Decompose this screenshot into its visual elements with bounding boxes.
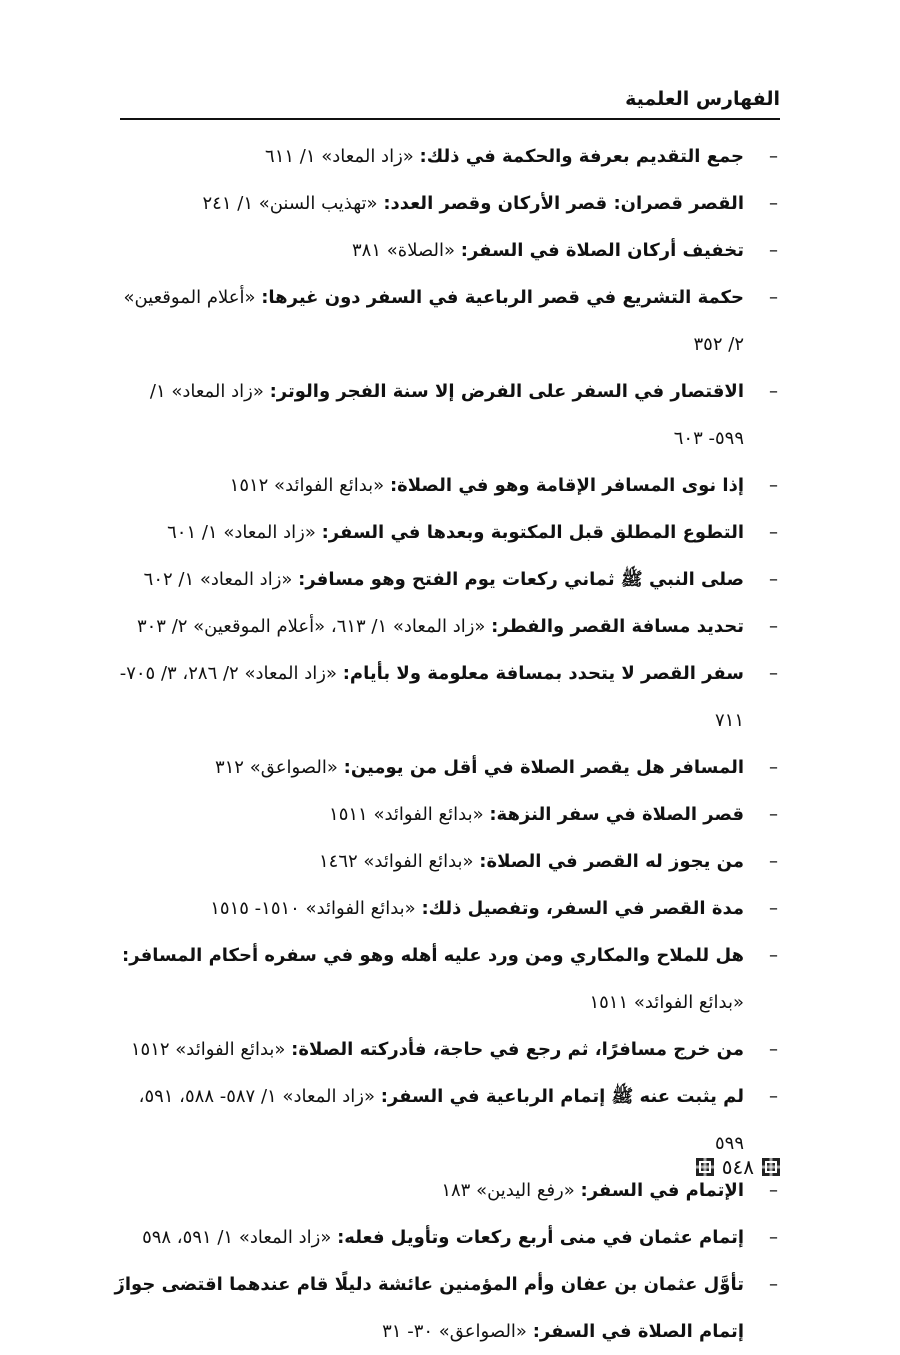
entry-topic: تأوَّل عثمان بن عفان وأم المؤمنين عائشة دليلًا قام عندهما اقتضى جوازَ إتمام الصلاة في السفر: <box>114 1274 744 1342</box>
entry-topic: الاقتصار في السفر على الفرض إلا سنة الفجر والوتر: <box>269 381 744 402</box>
entry-reference: «الصلاة» ٣٨١ <box>352 240 456 261</box>
entry-topic: هل للملاح والمكاري ومن ورد عليه أهله وهو في سفره أحكام المسافر: <box>122 945 744 966</box>
entry-reference: «زاد المعاد» ١/ ٦٠٢ <box>143 569 293 590</box>
index-entry <box>112 180 782 227</box>
index-entry <box>112 603 782 650</box>
entry-reference: «بدائع الفوائد» ١٥١٠- ١٥١٥ <box>210 898 416 919</box>
entry-topic: إذا نوى المسافر الإقامة وهو في الصلاة: <box>389 475 744 496</box>
entry-topic: صلى النبي ﷺ ثماني ركعات يوم الفتح وهو مسافر: <box>298 569 744 590</box>
entry-topic: لم يثبت عنه ﷺ إتمام الرباعية في السفر: <box>380 1086 744 1107</box>
square-ornament-icon <box>696 1158 714 1176</box>
entry-reference: «تهذيب السنن» ١/ ٢٤١ <box>202 193 378 214</box>
entry-reference: «زاد المعاد» ١/ ٥٩١، ٥٩٨ <box>142 1227 332 1248</box>
index-entry <box>112 838 782 885</box>
dash-bullet: – <box>769 616 778 637</box>
index-entry <box>112 932 782 1026</box>
dash-bullet: – <box>769 663 778 684</box>
dash-bullet: – <box>769 1227 778 1248</box>
running-header: الفهارس العلمية <box>625 88 780 110</box>
entry-reference: «الصواعق» ٣٠- ٣١ <box>382 1321 527 1342</box>
entry-reference: «الصواعق» ٣١٢ <box>214 757 338 778</box>
entry-topic: الإتمام في السفر: <box>580 1180 744 1201</box>
dash-bullet: – <box>769 1039 778 1060</box>
dash-bullet: – <box>769 193 778 214</box>
index-entry <box>112 462 782 509</box>
index-entry-list <box>112 133 782 1355</box>
entry-reference: «بدائع الفوائد» ١٥١٢ <box>229 475 385 496</box>
entry-reference: «زاد المعاد» ١/ ٥٩٩- ٦٠٣ <box>149 381 744 449</box>
entry-topic: التطوع المطلق قبل المكتوبة وبعدها في السفر: <box>321 522 744 543</box>
index-entry <box>112 227 782 274</box>
index-entry <box>112 1214 782 1261</box>
index-entry <box>112 368 782 462</box>
index-entry <box>112 650 782 744</box>
index-entry <box>112 274 782 368</box>
index-entry <box>112 1167 782 1214</box>
entry-reference: «بدائع الفوائد» ١٥١٢ <box>130 1039 286 1060</box>
dash-bullet: – <box>769 1274 778 1295</box>
entry-reference: «زاد المعاد» ١/ ٥٨٧- ٥٨٨، ٥٩١، ٥٩٩ <box>138 1086 744 1154</box>
dash-bullet: – <box>769 898 778 919</box>
entry-reference: «زاد المعاد» ١/ ٦١٣، «أعلام الموقعين» ٢/ ٣٠٣ <box>136 616 486 637</box>
entry-reference: «رفع اليدين» ١٨٣ <box>441 1180 575 1201</box>
index-entry <box>112 791 782 838</box>
index-entry <box>112 509 782 556</box>
entry-topic: إتمام عثمان في منى أربع ركعات وتأويل فعله: <box>337 1227 744 1248</box>
entry-topic: من يجوز له القصر في الصلاة: <box>479 851 744 872</box>
index-entry <box>112 556 782 603</box>
dash-bullet: – <box>769 146 778 167</box>
entry-reference: «زاد المعاد» ١/ ٦١١ <box>265 146 414 167</box>
entry-topic: قصر الصلاة في سفر النزهة: <box>489 804 744 825</box>
entry-topic: مدة القصر في السفر، وتفصيل ذلك: <box>421 898 744 919</box>
entry-reference: «زاد المعاد» ٢/ ٢٨٦، ٣/ ٧٠٥- ٧١١ <box>119 663 744 731</box>
dash-bullet: – <box>769 522 778 543</box>
index-entry <box>112 885 782 932</box>
entry-topic: جمع التقديم بعرفة والحكمة في ذلك: <box>419 146 744 167</box>
entry-topic: حكمة التشريع في قصر الرباعية في السفر دون غيرها: <box>261 287 744 308</box>
header-divider <box>120 118 780 120</box>
entry-topic: تخفيف أركان الصلاة في السفر: <box>460 240 744 261</box>
square-ornament-icon <box>762 1158 780 1176</box>
index-entry <box>112 744 782 791</box>
entry-topic: المسافر هل يقصر الصلاة في أقل من يومين: <box>343 757 744 778</box>
entry-topic: القصر قصران: قصر الأركان وقصر العدد: <box>383 193 744 214</box>
dash-bullet: – <box>769 287 778 308</box>
dash-bullet: – <box>769 1086 778 1107</box>
dash-bullet: – <box>769 475 778 496</box>
dash-bullet: – <box>769 381 778 402</box>
dash-bullet: – <box>769 851 778 872</box>
dash-bullet: – <box>769 569 778 590</box>
dash-bullet: – <box>769 757 778 778</box>
index-entry <box>112 1026 782 1073</box>
entry-reference: «بدائع الفوائد» ١٥١١ <box>589 992 744 1013</box>
dash-bullet: – <box>769 1180 778 1201</box>
entry-reference: «زاد المعاد» ١/ ٦٠١ <box>167 522 316 543</box>
entry-reference: «بدائع الفوائد» ١٥١١ <box>329 804 484 825</box>
entry-topic: تحديد مسافة القصر والفطر: <box>491 616 744 637</box>
dash-bullet: – <box>769 240 778 261</box>
page-footer <box>696 1155 780 1179</box>
entry-reference: «بدائع الفوائد» ١٤٦٢ <box>319 851 474 872</box>
entry-topic: من خرج مسافرًا، ثم رجع في حاجة، فأدركته الصلاة: <box>291 1039 744 1060</box>
dash-bullet: – <box>769 945 778 966</box>
page-number: ٥٤٨ <box>721 1155 754 1179</box>
entry-topic: سفر القصر لا يتحدد بمسافة معلومة ولا بأيام: <box>342 663 744 684</box>
index-entry <box>112 133 782 180</box>
dash-bullet: – <box>769 804 778 825</box>
entry-reference: «أعلام الموقعين» ٢/ ٣٥٢ <box>123 287 744 355</box>
index-entry <box>112 1261 782 1355</box>
index-entry <box>112 1073 782 1167</box>
